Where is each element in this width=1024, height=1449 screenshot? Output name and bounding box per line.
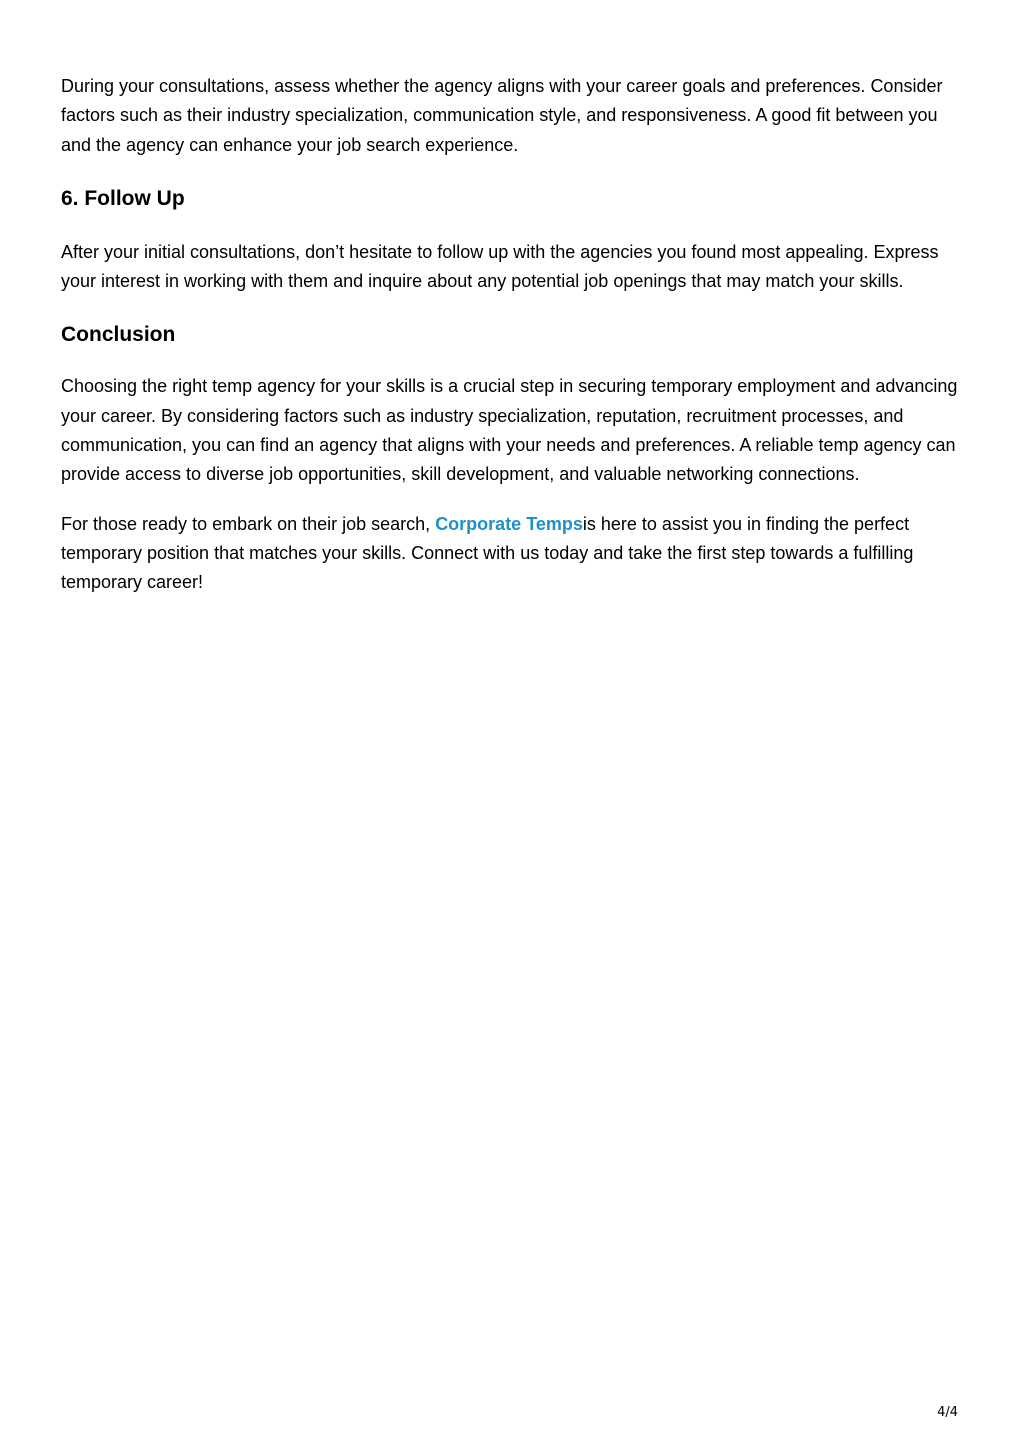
conclusion-paragraph: Choosing the right temp agency for your skills is a crucial step in securing temporary employment and advancing your career. By considering factors such as industry specialization, reputation, recruitment processes, and communication, you can find an agency that aligns with your needs and preferences. A reliable temp agency can provide access to diverse job opportunities, skill development, and valuable networking connections.	[61, 376, 958, 485]
intro-paragraph: During your consultations, assess whether the agency aligns with your career goals and preferences. Consider factors such as their industry specialization, communication style, and responsiveness. A good fit between you and the agency can enhance your job search experience.	[61, 76, 943, 155]
page-number: 4/4	[937, 1405, 958, 1420]
follow-up-paragraph: After your initial consultations, don’t hesitate to follow up with the agencies you found most appealing. Express your interest in working with them and inquire about any potential job openings that may match your skills.	[61, 241, 939, 292]
cta-text-after: is here to assist you in finding the perfect temporary position that matches your skills. Connect with us today and take the first step towards a fulfilling temporary career!	[61, 513, 914, 593]
follow-up-heading: 6. Follow Up	[61, 186, 185, 210]
cta-text-before: For those ready to embark on their job search,	[61, 513, 436, 534]
corporate-temps-link[interactable]: Corporate Temps	[435, 513, 583, 534]
document-body	[61, 72, 961, 598]
cta-paragraph	[61, 510, 961, 598]
conclusion-heading: Conclusion	[61, 323, 176, 347]
